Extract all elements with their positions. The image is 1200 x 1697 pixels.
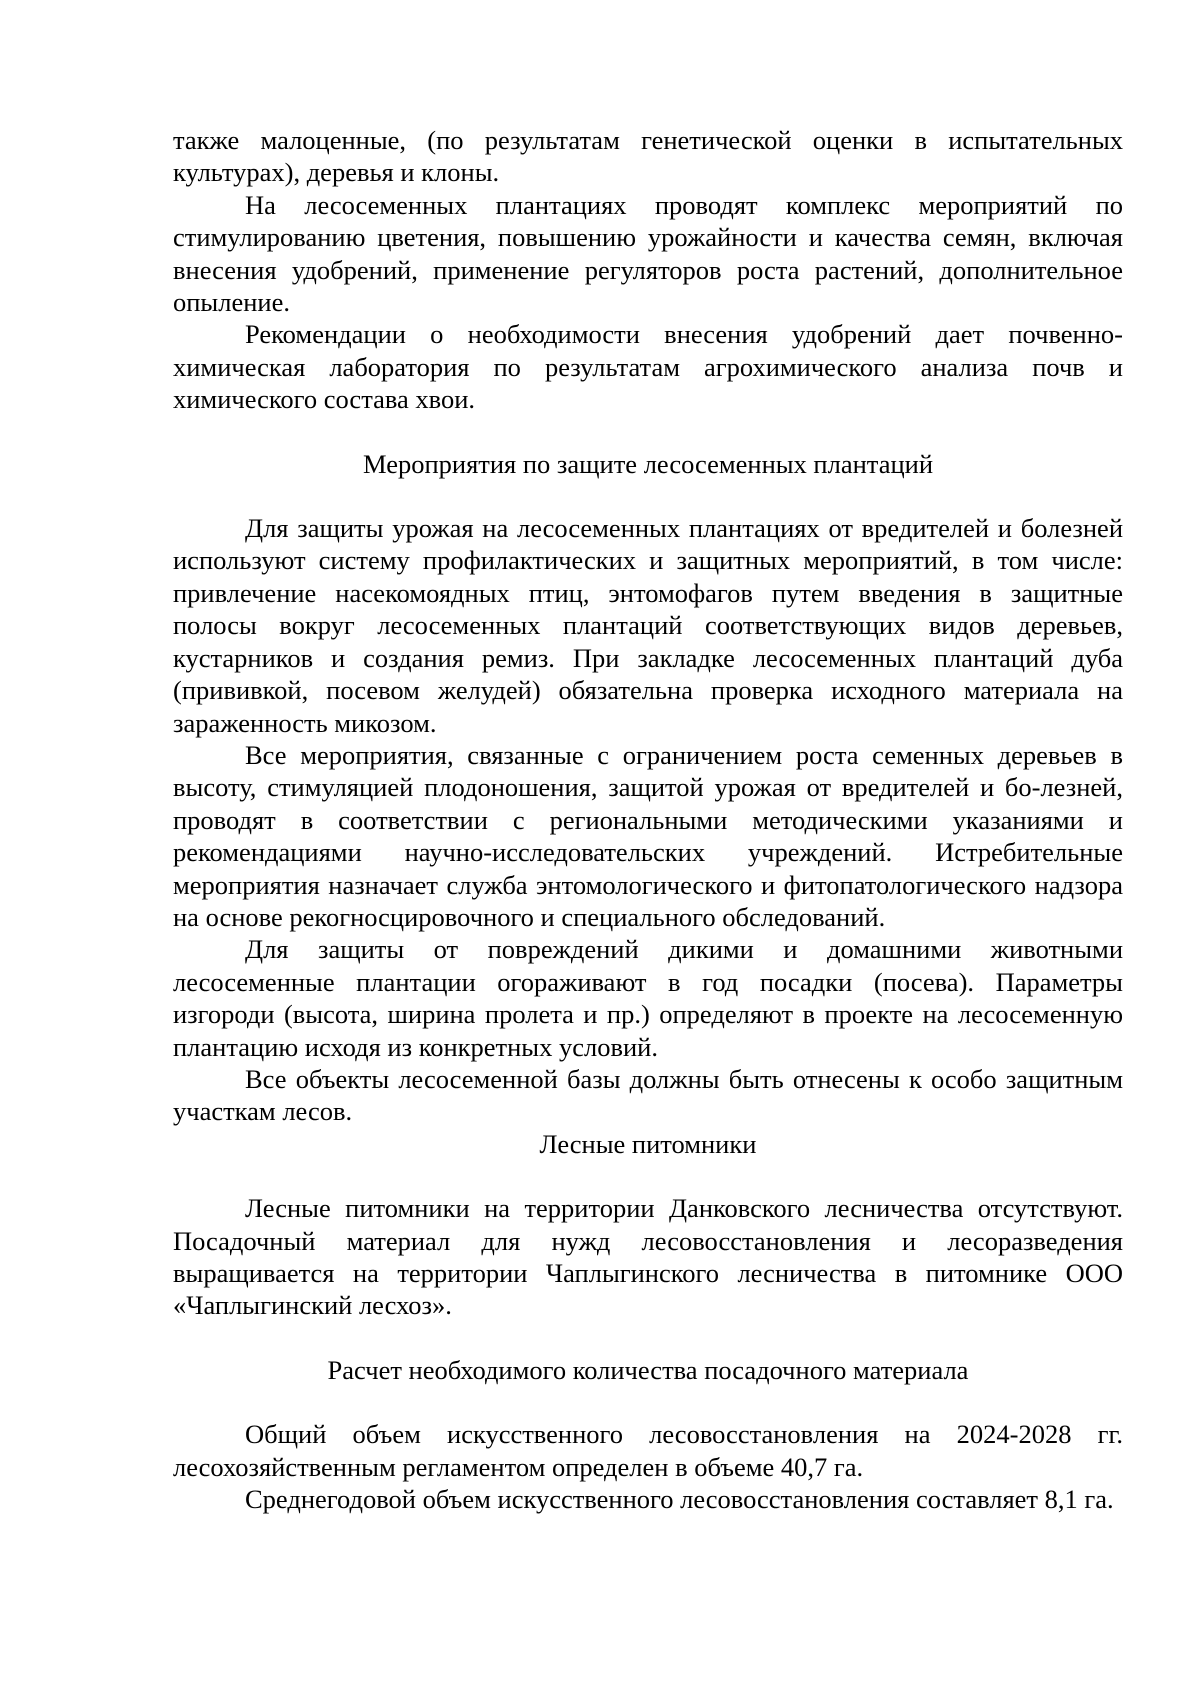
spacer: [173, 416, 1123, 448]
paragraph-protective-areas: Все объекты лесосеменной базы должны быть отнесены к особо защитным участкам лесов.: [173, 1063, 1123, 1127]
document-body: [173, 124, 1123, 1515]
spacer: [173, 1322, 1123, 1354]
paragraph-all-measures: Все мероприятия, связанные с ограничением роста семенных деревьев в высоту, стимуляцией плодоношения, защитой урожая от вредителей и бо-лезней, проводят в соответствии с региональными методическими указаниями и рекомендациями научно-исследовательских учреждений. Истребительные мероприятия назначает служба энтомологического и фитопатологического надзора на основе рекогносцировочного и специального обследований.: [173, 739, 1123, 932]
paragraph-fertilizer: Рекомендации о необходимости внесения удобрений дает почвенно-химическая лаборатория по результатам агрохимического анализа почв и химического состава хвои.: [173, 319, 1123, 415]
paragraph-continuation: также малоценные, (по результатам генетической оценки в испытательных культурах), деревья и клоны.: [173, 125, 1123, 188]
paragraph-fencing: Для защиты от повреждений дикими и домашними животными лесосеменные плантации огораживают в год посадки (посева). Параметры изгороди (высота, ширина пролета и пр.) определяют в проекте на лесосеменную плантацию исходя из конкретных условий.: [173, 934, 1123, 1062]
spacer: [173, 1386, 1123, 1418]
heading-calculation: Расчет необходимого количества посадочного материала: [327, 1354, 969, 1385]
spacer: [173, 480, 1123, 512]
paragraph-protection-system: Для защиты урожая на лесосеменных плантациях от вредителей и болезней используют систему профилактических и защитных мероприятий, в том числе: привлечение насекомоядных птиц, энтомофагов путем введения в защитные полосы вокруг лесосеменных плантаций соответствующих видов деревьев, кустарников и создания ремиз. При закладке лесосеменных плантаций дуба (прививкой, посевом желудей) обязательна проверка исходного материала на зараженность микозом.: [173, 513, 1123, 738]
paragraph-nurseries: Лесные питомники на территории Данковского лесничества отсутствуют. Посадочный материал для нужд лесовосстановления и лесоразведения выращивается на территории Чаплыгинского лесничества в питомнике ООО «Чаплыгинский лесхоз».: [173, 1193, 1123, 1321]
paragraph-plantation-measures: На лесосеменных плантациях проводят комплекс мероприятий по стимулированию цветения, повышению урожайности и качества семян, включая внесения удобрений, применение регуляторов роста растений, дополнительное опыление.: [173, 189, 1123, 318]
paragraph-annual-volume: Среднегодовой объем искусственного лесовосстановления составляет 8,1 га.: [245, 1484, 1114, 1515]
heading-protection: Мероприятия по защите лесосеменных плантаций: [363, 448, 933, 479]
heading-nurseries: Лесные питомники: [539, 1128, 757, 1159]
spacer: [173, 1160, 1123, 1192]
paragraph-total-volume: Общий объем искусственного лесовосстановления на 2024-2028 гг. лесохозяйственным регламентом определен в объеме 40,7 га.: [173, 1419, 1123, 1482]
